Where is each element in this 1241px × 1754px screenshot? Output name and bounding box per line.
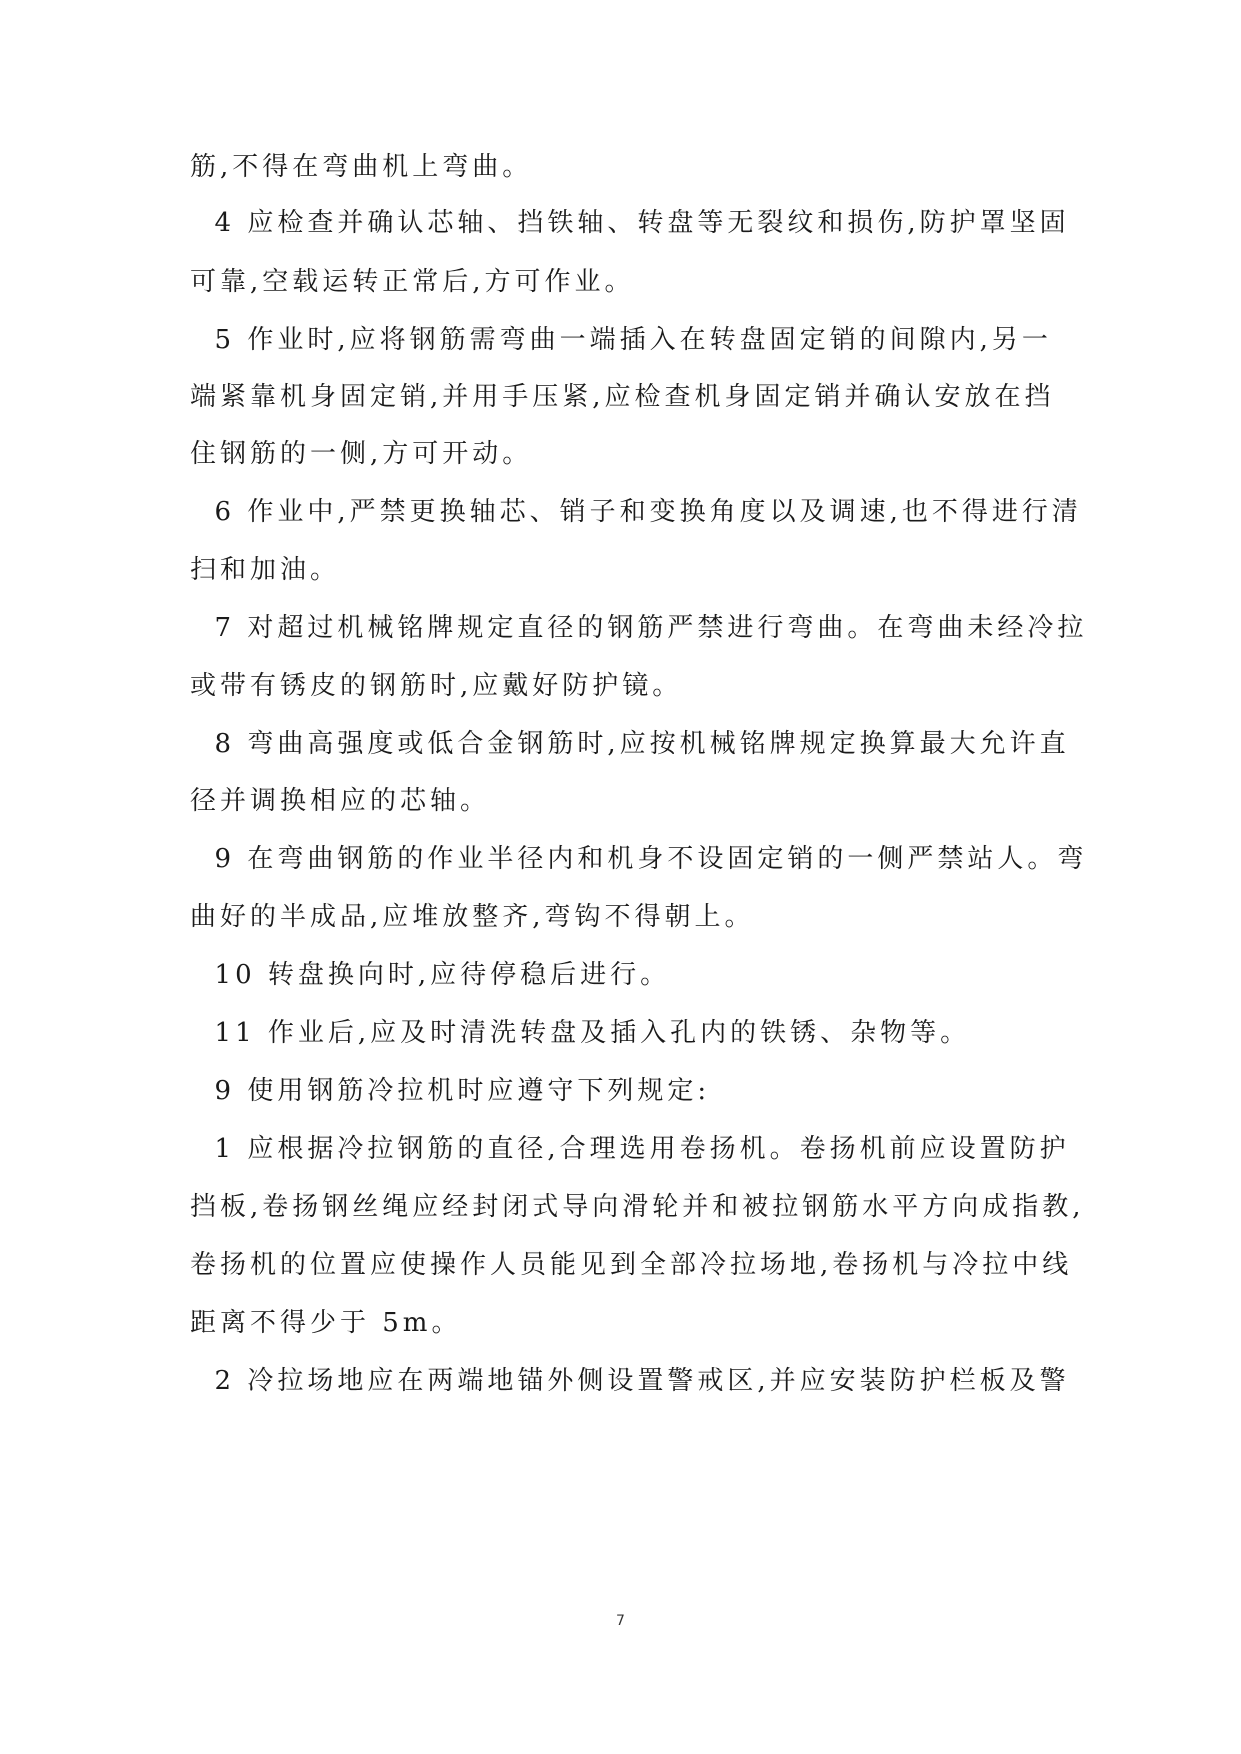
text-line: 4 应检查并确认芯轴、挡铁轴、转盘等无裂纹和损伤,防护罩坚固 — [190, 208, 1070, 238]
text-line: 可靠,空载运转正常后,方可作业。 — [190, 267, 635, 297]
text-line: 径并调换相应的芯轴。 — [190, 786, 491, 816]
text-line: 卷扬机的位置应使操作人员能见到全部冷拉场地,卷扬机与冷拉中线 — [190, 1250, 1073, 1280]
text-line: 9 使用钢筋冷拉机时应遵守下列规定: — [190, 1076, 711, 1106]
text-line: 6 作业中,严禁更换轴芯、销子和变换角度以及调速,也不得进行清 — [190, 497, 1082, 527]
text-line: 住钢筋的一侧,方可开动。 — [190, 439, 533, 469]
text-line: 曲好的半成品,应堆放整齐,弯钩不得朝上。 — [190, 902, 755, 932]
text-line: 11 作业后,应及时清洗转盘及插入孔内的铁锈、杂物等。 — [190, 1018, 971, 1048]
text-line: 筋,不得在弯曲机上弯曲。 — [190, 152, 533, 182]
text-line: 挡板,卷扬钢丝绳应经封闭式导向滑轮并和被拉钢筋水平方向成指教, — [190, 1192, 1085, 1222]
text-line: 扫和加油。 — [190, 555, 341, 585]
text-line: 1 应根据冷拉钢筋的直径,合理选用卷扬机。卷扬机前应设置防护 — [190, 1134, 1070, 1164]
page-number: 7 — [616, 1613, 625, 1629]
text-line: 端紧靠机身固定销,并用手压紧,应检查机身固定销并确认安放在挡 — [190, 382, 1055, 412]
text-line: 8 弯曲高强度或低合金钢筋时,应按机械铭牌规定换算最大允许直 — [190, 729, 1070, 759]
text-line: 5 作业时,应将钢筋需弯曲一端插入在转盘固定销的间隙内,另一 — [190, 325, 1052, 355]
text-line: 9 在弯曲钢筋的作业半径内和机身不设固定销的一侧严禁站人。弯 — [190, 844, 1088, 874]
text-line: 2 冷拉场地应在两端地锚外侧设置警戒区,并应安装防护栏板及警 — [190, 1366, 1070, 1396]
text-line: 7 对超过机械铭牌规定直径的钢筋严禁进行弯曲。在弯曲未经冷拉 — [190, 613, 1088, 643]
text-line: 10 转盘换向时,应待停稳后进行。 — [190, 960, 671, 990]
text-line: 距离不得少于 5m。 — [190, 1308, 462, 1338]
text-line: 或带有锈皮的钢筋时,应戴好防护镜。 — [190, 671, 683, 701]
